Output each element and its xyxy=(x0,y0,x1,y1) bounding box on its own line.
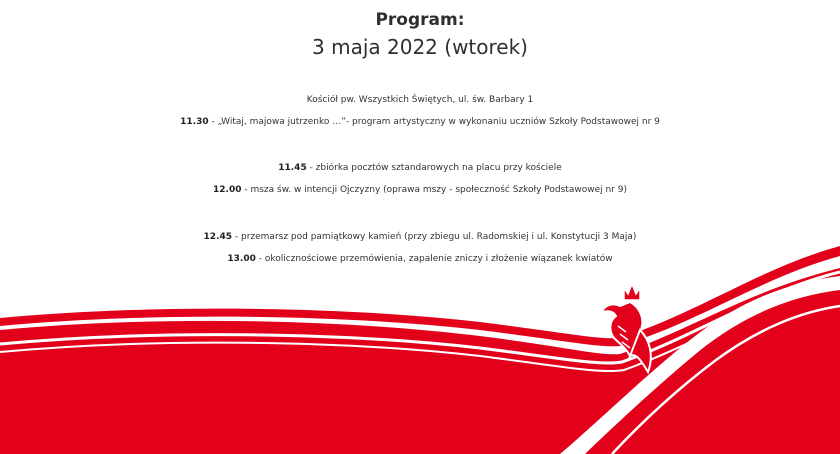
schedule-item xyxy=(0,117,840,127)
location-line: Kościół pw. Wszystkich Świętych, ul. św. Barbary 1 xyxy=(306,95,534,105)
schedule-time: 13.00 xyxy=(227,254,256,264)
schedule-text: - „Witaj, majowa jutrzenko …”- program artystyczny w wykonaniu uczniów Szkoły Podstawowej nr 9 xyxy=(208,117,660,127)
schedule-text: - okolicznościowe przemówienia, zapalenie zniczy i złożenie wiązanek kwiatów xyxy=(255,254,613,264)
event-date: 3 maja 2022 (wtorek) xyxy=(312,35,528,59)
schedule-item xyxy=(0,163,840,173)
program-heading: Program: xyxy=(375,10,465,30)
schedule-text: - zbiórka pocztów sztandarowych na placu przy kościele xyxy=(306,163,562,173)
schedule-time: 11.45 xyxy=(278,163,307,173)
schedule-time: 12.45 xyxy=(203,232,233,242)
schedule-item xyxy=(0,232,840,242)
schedule-text: - msza św. w intencji Ojczyzny (oprawa mszy - społeczność Szkoły Podstawowej nr 9) xyxy=(241,185,627,195)
schedule-time: 11.30 xyxy=(180,117,209,127)
schedule-item xyxy=(0,254,840,264)
schedule-item xyxy=(0,185,840,195)
schedule-text: - przemarsz pod pamiątkowy kamień (przy zbiegu ul. Radomskiej i ul. Konstytucji 3 Maja) xyxy=(232,232,637,242)
schedule-time: 12.00 xyxy=(213,185,242,195)
